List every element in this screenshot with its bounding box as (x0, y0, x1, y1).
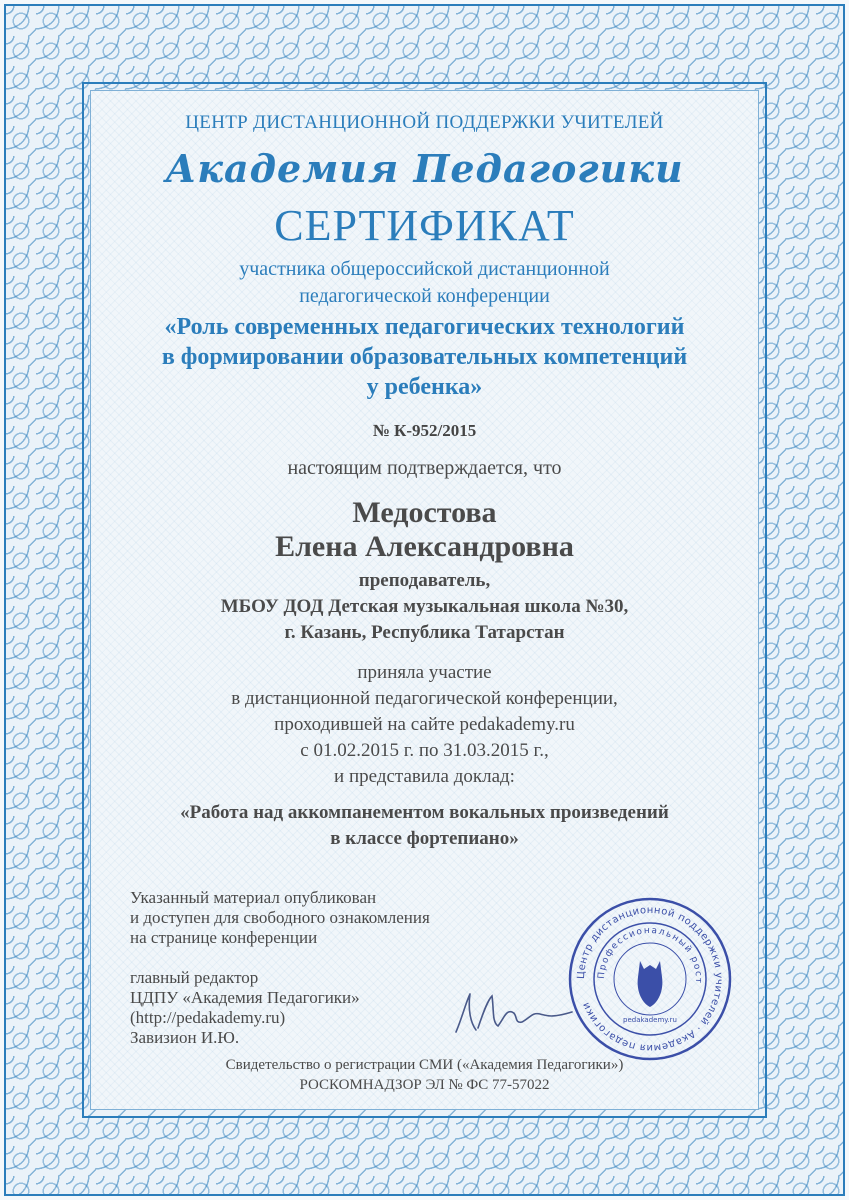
stamp-outer-text: Центр дистанционной поддержки учителей · Академия педагогики (575, 904, 725, 1054)
editor-line: Завизион И.Ю. (130, 1028, 240, 1047)
editor-line: (http://pedakademy.ru) (130, 1008, 286, 1027)
conference-title-line-1: «Роль современных педагогических технологий (164, 314, 685, 340)
publication-note (130, 888, 550, 948)
subtitle-line-2: педагогической конференции (299, 285, 550, 307)
official-stamp (566, 895, 734, 1063)
participation-line: приняла участие (357, 662, 492, 683)
registration-note: Свидетельство о регистрации СМИ («Академия Педагогики») (225, 1057, 624, 1073)
conference-title-line-2: в формировании образовательных компетенций (161, 344, 688, 370)
certificate-title: СЕРТИФИКАТ (274, 201, 575, 250)
publication-line: и доступен для свободного ознакомления (130, 908, 430, 927)
recipient-given-names: Елена Александровна (275, 530, 574, 563)
subtitle-line-1: участника общероссийской дистанционной (239, 258, 610, 280)
conference-title-line-3: у ребенка» (366, 374, 483, 400)
recipient-surname: Медостова (352, 496, 497, 529)
participation-line: проходившей на сайте pedakademy.ru (274, 714, 575, 735)
report-title-line-1: «Работа над аккомпанементом вокальных произведений (180, 802, 669, 823)
owl-icon (638, 961, 663, 1007)
registration-number: РОСКОМНАДЗОР ЭЛ № ФС 77-57022 (299, 1077, 550, 1093)
confirm-text: настоящим подтверждается, что (287, 457, 562, 479)
participation-line: в дистанционной педагогической конференции, (231, 688, 618, 709)
recipient-position: преподаватель, (358, 570, 491, 591)
report-title-line-2: в классе фортепиано» (330, 828, 519, 849)
stamp-url: pedakademy.ru (623, 1016, 677, 1024)
editor-signature (448, 988, 578, 1038)
editor-line: главный редактор (130, 968, 259, 987)
brand-logo-text: Академия Педагогики (165, 146, 684, 191)
participation-line: с 01.02.2015 г. по 31.03.2015 г., (300, 740, 549, 761)
certificate-number: № К-952/2015 (372, 421, 477, 440)
recipient-organization: МБОУ ДОД Детская музыкальная школа №30, (220, 596, 629, 617)
stamp-inner-text: Профессиональный рост (596, 925, 704, 985)
center-name: ЦЕНТР ДИСТАНЦИОННОЙ ПОДДЕРЖКИ УЧИТЕЛЕЙ (185, 112, 664, 133)
recipient-city: г. Казань, Республика Татарстан (284, 622, 565, 643)
editor-line: ЦДПУ «Академия Педагогики» (130, 988, 360, 1007)
publication-line: на странице конференции (130, 928, 318, 947)
participation-line: и представила доклад: (334, 766, 515, 787)
publication-line: Указанный материал опубликован (130, 888, 377, 907)
